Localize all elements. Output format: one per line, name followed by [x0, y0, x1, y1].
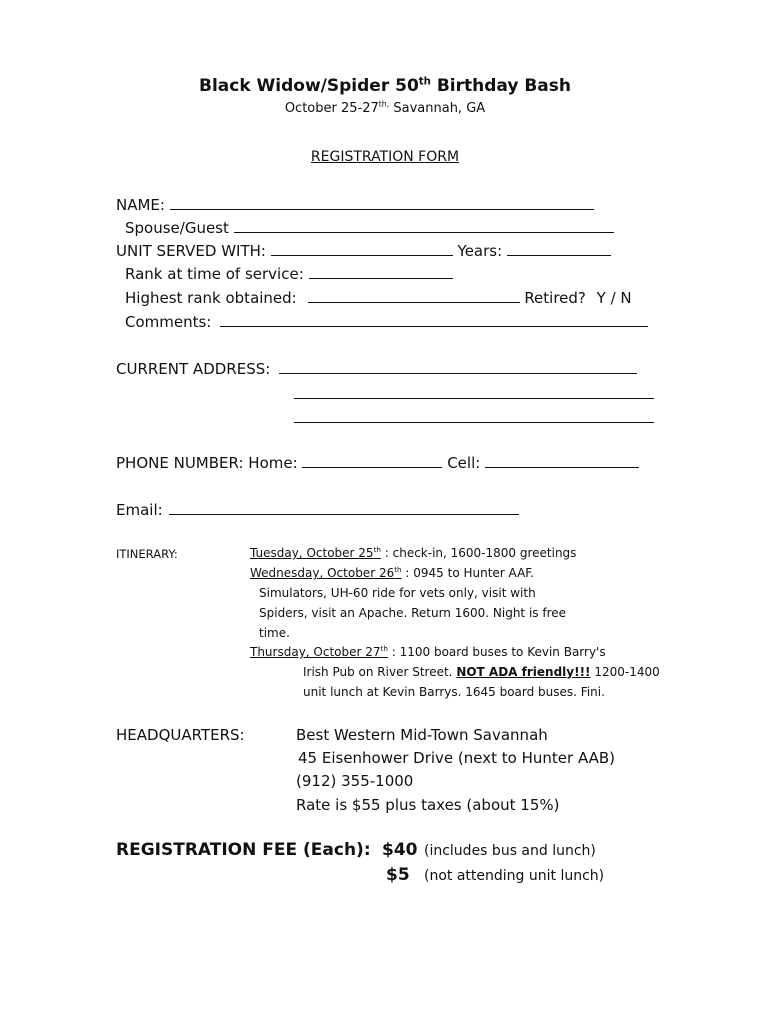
phone-cell-label: Cell: — [447, 454, 481, 472]
page-title — [0, 76, 770, 96]
day2-date-sup: th — [394, 565, 402, 574]
fee-price-1: $40 — [382, 840, 418, 860]
comments-label: Comments: — [125, 313, 212, 331]
years-field[interactable] — [507, 242, 611, 256]
email-row — [116, 501, 519, 519]
day2-date — [250, 566, 402, 580]
fee-note-2: (not attending unit lunch) — [424, 868, 605, 884]
unit-label: UNIT SERVED WITH: — [116, 242, 266, 260]
years-label: Years: — [457, 242, 503, 260]
day3-line3: unit lunch at Kevin Barrys. 1645 board buses. Fini. — [303, 685, 605, 699]
fee-price-2: $5 — [386, 865, 410, 885]
day3-text: : 1100 board buses to Kevin Barry's — [387, 645, 606, 659]
day2-date-text: Wednesday, October 26 — [250, 566, 395, 580]
unit-field[interactable] — [271, 242, 453, 256]
comments-field[interactable] — [220, 313, 648, 327]
email-label: Email: — [116, 501, 163, 519]
spouse-row — [125, 219, 614, 237]
day1-text: : check-in, 1600-1800 greetings — [380, 546, 577, 560]
spouse-label: Spouse/Guest — [125, 219, 229, 237]
address-label: CURRENT ADDRESS: — [116, 360, 271, 378]
day3-date — [250, 645, 388, 659]
phone-cell-field[interactable] — [485, 454, 639, 468]
unit-row — [116, 242, 611, 260]
dates-text: October 25-27 — [284, 101, 379, 116]
phone-home-field[interactable] — [302, 454, 442, 468]
itinerary-day1 — [250, 546, 576, 560]
fee-note-1: (includes bus and lunch) — [424, 843, 596, 859]
itinerary-day3 — [250, 645, 606, 659]
name-label: NAME: — [116, 196, 165, 214]
email-field[interactable] — [169, 501, 519, 515]
retired-options[interactable]: Y / N — [596, 289, 632, 307]
retired-label: Retired? — [524, 289, 586, 307]
day3-line2 — [303, 665, 660, 679]
hq-label: HEADQUARTERS: — [116, 726, 245, 744]
rank-label: Rank at time of service: — [125, 265, 304, 283]
phone-row — [116, 454, 639, 472]
itinerary-label: ITINERARY: — [116, 547, 178, 561]
address-line-1[interactable] — [279, 360, 637, 374]
title-superscript: th — [418, 76, 431, 88]
highest-rank-label: Highest rank obtained: — [125, 289, 297, 307]
day1-date-sup: th — [373, 545, 381, 554]
day3-line2-end: 1200-1400 — [590, 665, 660, 679]
hq-phone: (912) 355-1000 — [296, 772, 414, 790]
hq-address: 45 Eisenhower Drive (next to Hunter AAB) — [298, 749, 616, 767]
phone-home-label: PHONE NUMBER: Home: — [116, 454, 298, 472]
hq-hotel: Best Western Mid-Town Savannah — [296, 726, 548, 744]
spouse-field[interactable] — [234, 219, 614, 233]
address-line-2[interactable] — [294, 385, 654, 399]
hq-rate: Rate is $55 plus taxes (about 15%) — [296, 796, 560, 814]
address-line-3[interactable] — [294, 409, 654, 423]
dates-superscript: th, — [378, 99, 390, 109]
address-line-3-wrap — [294, 408, 654, 427]
rank-field[interactable] — [309, 265, 453, 279]
form-title: REGISTRATION FORM — [310, 149, 460, 165]
name-field[interactable] — [170, 196, 594, 210]
highest-rank-row — [125, 289, 632, 307]
title-text: Black Widow/Spider 50 — [198, 76, 419, 96]
day3-date-text: Thursday, October 27 — [250, 645, 381, 659]
name-row — [116, 196, 594, 214]
day1-date-text: Tuesday, October 25 — [250, 546, 374, 560]
event-dates — [0, 101, 770, 116]
day3-date-sup: th — [380, 644, 388, 653]
day2-text: : 0945 to Hunter AAF. — [401, 566, 535, 580]
not-ada-warning: NOT ADA friendly!!! — [456, 665, 591, 679]
day2-line4: time. — [259, 626, 290, 640]
comments-row — [125, 313, 648, 331]
address-line-2-wrap — [294, 384, 654, 403]
address-row — [116, 360, 637, 378]
location-text: Savannah, GA — [389, 101, 486, 116]
day2-line3: Spiders, visit an Apache. Return 1600. Night is free — [259, 606, 567, 620]
highest-rank-field[interactable] — [308, 289, 520, 303]
fee-label: REGISTRATION FEE (Each): — [116, 840, 371, 860]
itinerary-day2 — [250, 566, 534, 580]
title-text-end: Birthday Bash — [430, 76, 571, 96]
day2-line2: Simulators, UH-60 ride for vets only, visit with — [259, 586, 536, 600]
day3-line2-text: Irish Pub on River Street. — [303, 665, 457, 679]
rank-row — [125, 265, 453, 283]
day1-date — [250, 546, 381, 560]
